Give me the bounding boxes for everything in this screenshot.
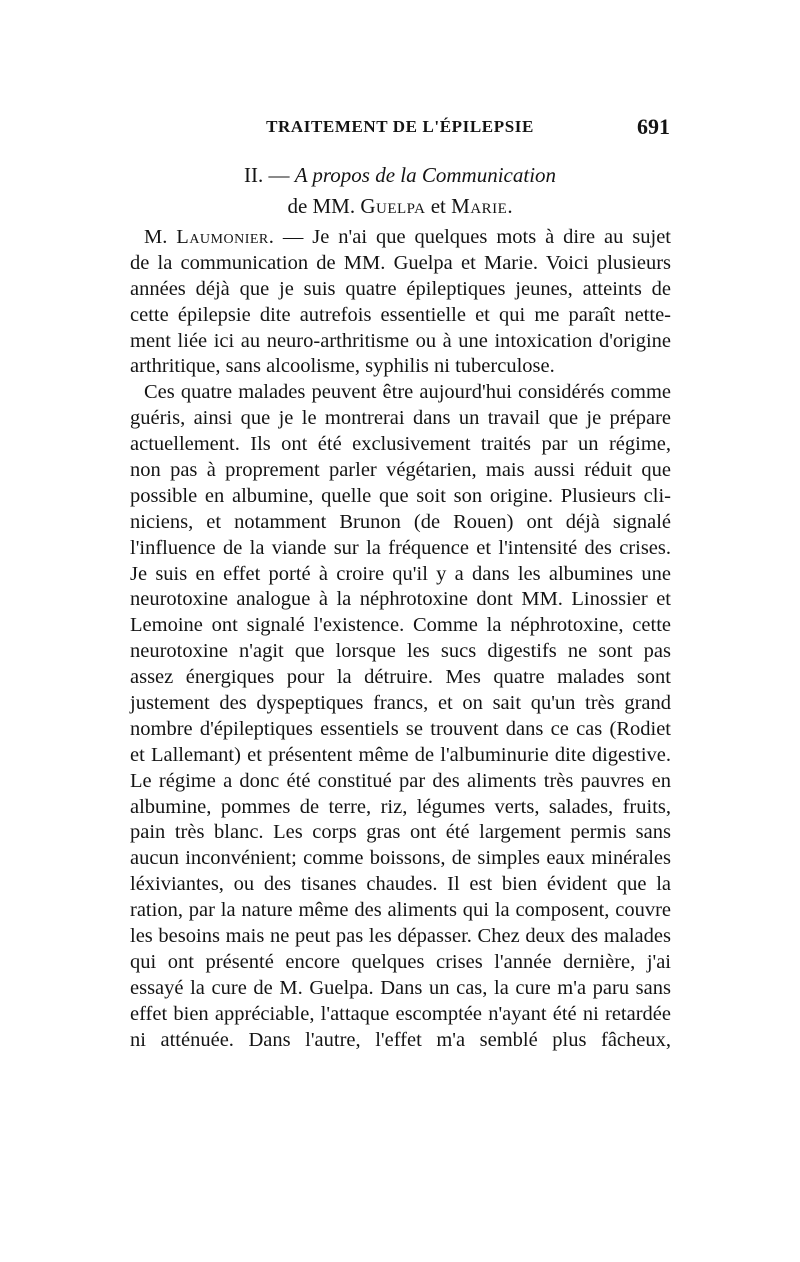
authors-suffix: . bbox=[507, 194, 513, 218]
text-line: nombre d'épileptiques essentiels se trouvent dans ce cas (Rodiet bbox=[130, 717, 671, 740]
text-line: ni atténuée. Dans l'autre, l'effet m'a semblé plus fâcheux, bbox=[130, 1028, 671, 1051]
text-line: de la communication de MM. Guelpa et Marie. Voici plusieurs bbox=[130, 251, 671, 274]
text-line: guéris, ainsi que je le montrerai dans un travail que je prépare bbox=[130, 407, 671, 430]
text-line: qui ont présenté encore quelques crises l'année dernière, j'ai bbox=[130, 950, 671, 973]
running-header bbox=[130, 114, 670, 142]
text-line: Ces quatre malades peuvent être aujourd'hui considérés comme bbox=[144, 381, 671, 404]
text-line: neurotoxine n'agit que lorsque les sucs digestifs ne sont pas bbox=[130, 640, 671, 663]
text-line: effet bien appréciable, l'attaque escomptée n'ayant été ni retardée bbox=[130, 1002, 671, 1025]
text-line: léxiviantes, ou des tisanes chaudes. Il est bien évident que la bbox=[130, 873, 671, 896]
text-line: justement des dyspeptiques francs, et on sait qu'un très grand bbox=[130, 692, 671, 715]
text-line: les besoins mais ne peut pas les dépasser. Chez deux des malades bbox=[130, 925, 671, 948]
author-name: Guelpa bbox=[360, 194, 426, 218]
text-line: Le régime a donc été constitué par des aliments très pauvres en bbox=[130, 769, 671, 792]
text-line: Lemoine ont signalé l'existence. Comme la néphrotoxine, cette bbox=[130, 614, 671, 637]
authors-conjunction: et bbox=[425, 194, 452, 218]
text-line: ration, par la nature même des aliments qui la composent, couvre bbox=[130, 899, 671, 922]
text-line: non pas à proprement parler végétarien, mais aussi réduit que bbox=[130, 459, 671, 482]
text-line: neurotoxine analogue à la néphrotoxine dont MM. Linossier et bbox=[130, 588, 671, 611]
text-line: albumine, pommes de terre, riz, légumes verts, salades, fruits, bbox=[130, 795, 671, 818]
text-line: possible en albumine, quelle que soit son origine. Plusieurs cli- bbox=[130, 484, 671, 507]
running-title: TRAITEMENT DE L'ÉPILEPSIE bbox=[266, 117, 534, 136]
text-line: pain très blanc. Les corps gras ont été largement permis sans bbox=[130, 821, 671, 844]
text-line bbox=[130, 225, 671, 251]
text-line: niciens, et notamment Brunon (de Rouen) ont déjà signalé bbox=[130, 510, 671, 533]
text-line: aucun inconvénient; comme boissons, de simples eaux minérales bbox=[130, 847, 671, 870]
speaker-name: Laumonier bbox=[176, 226, 269, 248]
speaker-prefix: M. bbox=[144, 226, 177, 248]
text-line: ment liée ici au neuro-arthritisme ou à une intoxication d'origine bbox=[130, 329, 671, 352]
text-line: l'influence de la viande sur la fréquence et l'intensité des crises. bbox=[130, 536, 671, 559]
text-line: assez énergiques pour la détruire. Mes quatre malades sont bbox=[130, 666, 671, 689]
section-title-text: A propos de la Communication bbox=[294, 163, 557, 187]
text-line: années déjà que je suis quatre épileptiques jeunes, atteints de bbox=[130, 277, 671, 300]
section-authors bbox=[130, 191, 670, 221]
text-line: arthritique, sans alcoolisme, syphilis ni tuberculose. bbox=[130, 355, 555, 378]
author-name: Marie bbox=[451, 194, 508, 218]
text-line: et Lallemant) et présentent même de l'albuminurie dite digestive. bbox=[130, 743, 671, 766]
authors-prefix: de MM. bbox=[287, 194, 361, 218]
body-text bbox=[130, 225, 671, 1054]
text-line: actuellement. Ils ont été exclusivement traités par un régime, bbox=[130, 433, 671, 456]
page-number: 691 bbox=[637, 114, 670, 139]
speaker-intro: . — Je n'ai que quelques mots à dire au sujet bbox=[268, 226, 671, 248]
section-title bbox=[130, 160, 670, 190]
section-numeral: II. — bbox=[243, 163, 295, 187]
text-line: cette épilepsie dite autrefois essentielle et qui me paraît nette- bbox=[130, 303, 671, 326]
text-line: essayé la cure de M. Guelpa. Dans un cas, la cure m'a paru sans bbox=[130, 976, 671, 999]
text-line: Je suis en effet porté à croire qu'il y a dans les albumines une bbox=[130, 562, 671, 585]
